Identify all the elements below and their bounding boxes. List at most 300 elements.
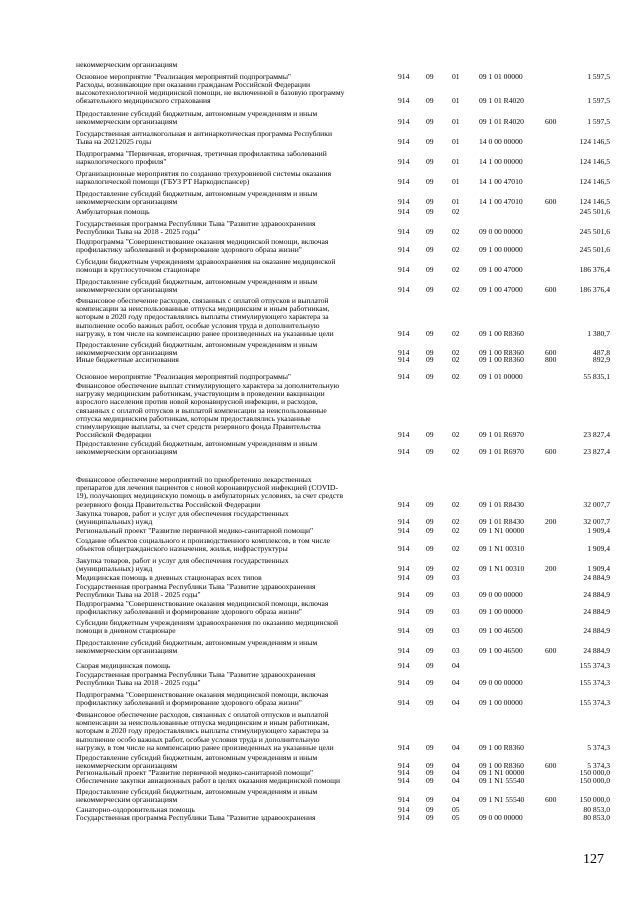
subsection-code: 05: [452, 804, 460, 814]
target-article-code: 09 1 00 00000: [479, 245, 523, 255]
description-line: высокотехнологичной медицинской помощи, не включенной в базовую программу: [76, 88, 345, 98]
target-article-code: 09 0 00 00000: [479, 812, 523, 822]
description-line: которым в 2020 году предоставлялись выплаты стимулирующего характера за: [76, 312, 329, 322]
target-article-code: 09 1 00 R8360: [479, 348, 524, 358]
row-description: [76, 170, 386, 186]
amount: 124 146,5: [579, 157, 610, 167]
grbs-code: 914: [398, 767, 410, 777]
grbs-code: 914: [398, 348, 410, 358]
table-row: [0, 258, 640, 274]
description-line: связанных с оплатой отпусков и выплатой компенсации за неиспользованные: [76, 405, 327, 415]
grbs-code: 914: [398, 572, 410, 582]
description-line: компенсации за неиспользованные отпуска медицинским и иным работникам,: [76, 304, 330, 314]
section-code: 09: [426, 564, 434, 574]
target-article-code: 14 1 00 47010: [479, 177, 523, 187]
description-line: Обеспечение закупки авиационных работ в целях оказания медицинской помощи: [76, 777, 341, 785]
amount: 23 827,4: [583, 430, 610, 440]
table-row: [0, 278, 640, 294]
amount: 55 835,1: [583, 371, 610, 381]
row-description: [76, 619, 386, 635]
target-article-code: 09 1 00 47000: [479, 285, 523, 295]
description-line: компенсации за неиспользованные отпуска медицинским и иным работникам,: [76, 718, 330, 728]
grbs-code: 914: [398, 71, 410, 81]
description-line: нагрузку медицинским работникам, участвующим в проведении вакцинации: [76, 389, 325, 399]
subsection-code: 03: [452, 646, 460, 656]
section-code: 09: [426, 430, 434, 440]
subsection-code: 01: [452, 157, 460, 167]
page-number: 127: [583, 852, 604, 867]
grbs-code: 914: [398, 804, 410, 814]
subsection-code: 02: [452, 265, 460, 275]
row-description: [76, 220, 386, 236]
target-article-code: 09 1 00 R8360: [479, 742, 524, 752]
description-line: Финансовое обеспечение расходов, связанных с оплатой отпусков и выплатой: [76, 711, 329, 719]
amount: 80 853,0: [583, 812, 610, 822]
section-code: 09: [426, 206, 434, 216]
amount: 1 909,4: [587, 544, 610, 554]
description-line: Государственная программа Республики Тыва "Развитие здравоохранения: [76, 671, 316, 679]
subsection-code: 04: [452, 761, 460, 771]
target-article-code: 09 1 N1 00310: [479, 544, 525, 554]
description-line: объектов общегражданского назначения, жилья, инфраструктуры: [76, 544, 288, 554]
description-line: Санаторно-оздоровительная помощь: [76, 806, 195, 814]
section-code: 09: [426, 761, 434, 771]
table-row: [0, 527, 640, 535]
grbs-code: 914: [398, 206, 410, 216]
section-code: 09: [426, 197, 434, 207]
table-row: [0, 130, 640, 146]
row-description: [76, 769, 386, 777]
target-article-code: 09 1 00 47000: [479, 265, 523, 275]
section-code: 09: [426, 348, 434, 358]
description-line: Подпрограмма "Совершенствование оказания медицинской помощи, включая: [76, 600, 329, 608]
description-line: нагрузку, в том числе на компенсацию ранее произведенных на указанные цели: [76, 328, 334, 338]
description-line: профилактику заболеваний и формирование здорового образа жизни": [76, 698, 302, 708]
description-line: Амбулаторная помощь: [76, 208, 150, 216]
row-description: [76, 574, 386, 582]
grbs-code: 914: [398, 245, 410, 255]
row-description: [76, 238, 386, 254]
section-code: 09: [426, 447, 434, 457]
row-description: [76, 73, 386, 81]
subsection-code: 02: [452, 525, 460, 535]
subsection-code: 02: [452, 544, 460, 554]
table-row: [0, 373, 640, 381]
row-description: [76, 341, 386, 357]
expense-type-code: 600: [545, 117, 557, 127]
table-row: [0, 510, 640, 526]
amount: 5 374,3: [587, 742, 610, 752]
table-row: [0, 806, 640, 814]
grbs-code: 914: [398, 564, 410, 574]
row-description: [76, 130, 386, 146]
row-description: [76, 110, 386, 126]
description-line: стимулирующие выплаты, за счет средств резервного фонда Правительства: [76, 422, 321, 432]
amount: 32 007,7: [583, 517, 610, 527]
subsection-code: 02: [452, 206, 460, 216]
section-code: 09: [426, 590, 434, 600]
section-code: 09: [426, 646, 434, 656]
amount: 1 597,5: [587, 96, 610, 106]
table-row: [0, 297, 640, 338]
amount: 186 376,4: [579, 285, 610, 295]
description-line: наркологического профиля": [76, 157, 167, 167]
description-line: Финансовое обеспечение расходов, связанных с оплатой отпусков и выплатой: [76, 297, 329, 305]
target-article-code: 09 1 00 46500: [479, 646, 523, 656]
expense-type-code: 600: [545, 197, 557, 207]
grbs-code: 914: [398, 137, 410, 147]
row-description: [76, 190, 386, 206]
subsection-code: 02: [452, 499, 460, 509]
description-line: Предоставление субсидий бюджетным, автономным учреждениям и иным: [76, 110, 318, 118]
row-description: [76, 61, 386, 69]
subsection-code: 02: [452, 430, 460, 440]
table-row: [0, 208, 640, 216]
amount: 1 597,5: [587, 71, 610, 81]
grbs-code: 914: [398, 517, 410, 527]
description-line: некоммерческим организациям: [76, 348, 178, 358]
subsection-code: 01: [452, 117, 460, 127]
expense-type-code: 600: [545, 646, 557, 656]
amount: 1 597,5: [587, 117, 610, 127]
target-article-code: 09 1 00 R8360: [479, 354, 524, 364]
subsection-code: 02: [452, 328, 460, 338]
expense-type-code: 600: [545, 761, 557, 771]
description-line: Скорая медицинская помощь: [76, 662, 171, 670]
table-row: [0, 190, 640, 206]
description-line: Республики Тыва на 2018 - 2025 годы": [76, 590, 201, 600]
section-code: 09: [426, 245, 434, 255]
subsection-code: 05: [452, 812, 460, 822]
description-line: Финансовое обеспечение выплат стимулирующего характера за дополнительную: [76, 382, 340, 390]
table-row: [0, 691, 640, 707]
description-line: Расходы, возникающие при оказании гражданам Российской Федерации: [76, 81, 311, 89]
section-code: 09: [426, 607, 434, 617]
table-row: [0, 557, 640, 573]
grbs-code: 914: [398, 525, 410, 535]
description-line: Республики Тыва на 2018 - 2025 годы": [76, 227, 201, 237]
description-line: Создание объектов социального и производственного комплексов, в том числе: [76, 537, 330, 545]
subsection-code: 02: [452, 517, 460, 527]
expense-type-code: 600: [545, 348, 557, 358]
row-description: [76, 671, 386, 687]
table-row: [0, 81, 640, 106]
description-line: помощи в круглосуточном стационаре: [76, 265, 201, 275]
description-line: Государственная программа Республики Тыва "Развитие здравоохранения: [76, 220, 316, 228]
table-row: [0, 110, 640, 126]
description-line: некоммерческим организациям: [76, 761, 178, 771]
subsection-code: 03: [452, 626, 460, 636]
target-article-code: 09 1 01 R6970: [479, 430, 524, 440]
section-code: 09: [426, 265, 434, 275]
subsection-code: 04: [452, 795, 460, 805]
amount: 24 884,9: [583, 607, 610, 617]
table-row: [0, 754, 640, 770]
section-code: 09: [426, 572, 434, 582]
table-row: [0, 440, 640, 456]
target-article-code: 09 1 01 R8430: [479, 499, 524, 509]
row-description: [76, 557, 386, 573]
description-line: (муниципальных) нужд: [76, 517, 153, 527]
description-line: которым в 2020 году предоставлялись выплаты стимулирующего характера за: [76, 726, 329, 736]
row-description: [76, 527, 386, 535]
amount: 24 884,9: [583, 646, 610, 656]
description-line: 19), получающих медицинскую помощь в амбулаторных условиях, за счет средств: [76, 491, 344, 501]
grbs-code: 914: [398, 177, 410, 187]
amount: 245 501,6: [579, 206, 610, 216]
amount: 150 000,0: [579, 767, 610, 777]
target-article-code: 09 1 N1 00000: [479, 525, 525, 535]
section-code: 09: [426, 157, 434, 167]
row-description: [76, 297, 386, 338]
table-row: [0, 150, 640, 166]
description-line: Региональный проект "Развитие первичной медико-санитарной помощи": [76, 769, 314, 777]
description-line: резервного фонда Правительства Российской Федерации: [76, 499, 261, 509]
section-code: 09: [426, 775, 434, 785]
amount: 24 884,9: [583, 572, 610, 582]
description-line: Тыва на 20212025 годы: [76, 137, 152, 147]
target-article-code: 09 0 00 00000: [479, 590, 523, 600]
section-code: 09: [426, 678, 434, 688]
target-article-code: 09 1 N1 00310: [479, 564, 525, 574]
description-line: Российской Федерации: [76, 430, 152, 440]
section-code: 09: [426, 328, 434, 338]
row-description: [76, 476, 386, 509]
target-article-code: 09 1 01 00000: [479, 371, 523, 381]
grbs-code: 914: [398, 371, 410, 381]
row-description: [76, 373, 386, 381]
table-row: [0, 537, 640, 553]
grbs-code: 914: [398, 197, 410, 207]
subsection-code: 01: [452, 197, 460, 207]
description-line: Субсидии бюджетным учреждениям здравоохранения на оказание медицинской: [76, 258, 336, 266]
description-line: Финансовое обеспечение мероприятий по приобретению лекарственных: [76, 476, 312, 484]
description-line: Медицинская помощь в дневных стационарах всех типов: [76, 574, 262, 582]
description-line: наркологической помощи (ГБУЗ РТ Наркодиспансер): [76, 177, 250, 187]
amount: 124 146,5: [579, 177, 610, 187]
subsection-code: 03: [452, 572, 460, 582]
grbs-code: 914: [398, 660, 410, 670]
row-description: [76, 258, 386, 274]
row-description: [76, 777, 386, 785]
section-code: 09: [426, 354, 434, 364]
target-article-code: 09 0 00 00000: [479, 227, 523, 237]
description-line: Субсидии бюджетным учреждениям здравоохранения по оказанию медицинской: [76, 619, 339, 627]
section-code: 09: [426, 517, 434, 527]
target-article-code: 14 1 00 00000: [479, 157, 523, 167]
amount: 24 884,9: [583, 590, 610, 600]
description-line: обязательного медицинского страхования: [76, 96, 211, 106]
description-line: Государственная программа Республики Тыва "Развитие здравоохранения: [76, 583, 316, 591]
target-article-code: 09 1 00 46500: [479, 626, 523, 636]
description-line: некоммерческим организациям: [76, 61, 178, 69]
description-line: отпуска медицинским работникам, которым предоставлялись указанные: [76, 413, 311, 423]
description-line: некоммерческим организациям: [76, 117, 178, 127]
section-code: 09: [426, 812, 434, 822]
grbs-code: 914: [398, 117, 410, 127]
table-row: [0, 73, 640, 81]
table-row: [0, 662, 640, 670]
expense-type-code: 800: [545, 354, 557, 364]
description-line: Предоставление субсидий бюджетным, автономным учреждениям и иным: [76, 639, 318, 647]
description-line: некоммерческим организациям: [76, 447, 178, 457]
grbs-code: 914: [398, 354, 410, 364]
description-line: Подпрограмма "Первичная, вторичная, третичная профилактика заболеваний: [76, 150, 327, 158]
description-line: выполнение особо важных работ, особые условия труда и дополнительную: [76, 734, 320, 744]
table-row: [0, 619, 640, 635]
table-row: [0, 600, 640, 616]
subsection-code: 01: [452, 137, 460, 147]
description-line: профилактику заболеваний и формирование здорового образа жизни": [76, 245, 302, 255]
subsection-code: 04: [452, 678, 460, 688]
grbs-code: 914: [398, 775, 410, 785]
row-description: [76, 537, 386, 553]
target-article-code: 09 1 00 00000: [479, 698, 523, 708]
section-code: 09: [426, 804, 434, 814]
grbs-code: 914: [398, 607, 410, 617]
subsection-code: 02: [452, 285, 460, 295]
amount: 1 380,7: [587, 328, 610, 338]
table-row: [0, 341, 640, 357]
description-line: помощи в дневном стационаре: [76, 626, 176, 636]
description-line: Закупка товаров, работ и услуг для обеспечения государственных: [76, 557, 289, 565]
description-line: некоммерческим организациям: [76, 795, 178, 805]
row-description: [76, 356, 386, 364]
section-code: 09: [426, 96, 434, 106]
row-description: [76, 662, 386, 670]
amount: 23 827,4: [583, 447, 610, 457]
target-article-code: 09 1 N1 55540: [479, 795, 525, 805]
row-description: [76, 150, 386, 166]
section-code: 09: [426, 499, 434, 509]
table-row: [0, 711, 640, 752]
section-code: 09: [426, 137, 434, 147]
amount: 1 909,4: [587, 525, 610, 535]
grbs-code: 914: [398, 590, 410, 600]
subsection-code: 02: [452, 564, 460, 574]
grbs-code: 914: [398, 157, 410, 167]
row-description: [76, 806, 386, 814]
target-article-code: 09 1 01 R8430: [479, 517, 524, 527]
section-code: 09: [426, 698, 434, 708]
amount: 124 146,5: [579, 197, 610, 207]
subsection-code: 04: [452, 660, 460, 670]
subsection-code: 02: [452, 227, 460, 237]
amount: 186 376,4: [579, 265, 610, 275]
grbs-code: 914: [398, 698, 410, 708]
section-code: 09: [426, 117, 434, 127]
description-line: некоммерческим организациям: [76, 197, 178, 207]
table-row: [0, 382, 640, 439]
grbs-code: 914: [398, 430, 410, 440]
table-row: [0, 61, 640, 69]
row-description: [76, 278, 386, 294]
grbs-code: 914: [398, 626, 410, 636]
subsection-code: 01: [452, 71, 460, 81]
description-line: Предоставление субсидий бюджетным, автономным учреждениям и иным: [76, 341, 318, 349]
section-code: 09: [426, 71, 434, 81]
target-article-code: 09 1 01 R6970: [479, 447, 524, 457]
table-row: [0, 170, 640, 186]
table-row: [0, 356, 640, 364]
subsection-code: 04: [452, 742, 460, 752]
row-description: [76, 814, 386, 822]
amount: 155 374,3: [579, 660, 610, 670]
subsection-code: 02: [452, 447, 460, 457]
amount: 150 000,0: [579, 775, 610, 785]
amount: 245 501,6: [579, 227, 610, 237]
table-row: [0, 583, 640, 599]
grbs-code: 914: [398, 285, 410, 295]
description-line: Предоставление субсидий бюджетным, автономным учреждениям и иным: [76, 278, 318, 286]
amount: 124 146,5: [579, 137, 610, 147]
description-line: Подпрограмма "Совершенствование оказания медицинской помощи, включая: [76, 238, 329, 246]
description-line: взрослого населения против новой коронавирусной инфекции, и расходов,: [76, 397, 318, 407]
row-description: [76, 639, 386, 655]
section-code: 09: [426, 525, 434, 535]
grbs-code: 914: [398, 646, 410, 656]
row-description: [76, 510, 386, 526]
row-description: [76, 691, 386, 707]
grbs-code: 914: [398, 678, 410, 688]
description-line: препаратов для лечения пациентов с новой коронавирусной инфекцией (COVID-: [76, 483, 338, 493]
description-line: некоммерческим организациям: [76, 646, 178, 656]
description-line: Государственная антиалкогольная и антинаркотическая программа Республики: [76, 130, 333, 138]
amount: 80 853,0: [583, 804, 610, 814]
row-description: [76, 754, 386, 770]
description-line: Иные бюджетные ассигнования: [76, 356, 179, 364]
grbs-code: 914: [398, 761, 410, 771]
row-description: [76, 600, 386, 616]
section-code: 09: [426, 767, 434, 777]
description-line: Предоставление субсидий бюджетным, автономным учреждениям и иным: [76, 190, 318, 198]
grbs-code: 914: [398, 265, 410, 275]
grbs-code: 914: [398, 328, 410, 338]
grbs-code: 914: [398, 795, 410, 805]
section-code: 09: [426, 177, 434, 187]
description-line: Государственная программа Республики Тыва "Развитие здравоохранения: [76, 814, 316, 822]
subsection-code: 04: [452, 698, 460, 708]
grbs-code: 914: [398, 544, 410, 554]
target-article-code: 09 1 01 00000: [479, 71, 523, 81]
table-row: [0, 639, 640, 655]
amount: 1 909,4: [587, 564, 610, 574]
description-line: Предоставление субсидий бюджетным, автономным учреждениям и иным: [76, 440, 318, 448]
expense-type-code: 600: [545, 795, 557, 805]
description-line: Закупка товаров, работ и услуг для обеспечения государственных: [76, 510, 289, 518]
table-row: [0, 574, 640, 582]
grbs-code: 914: [398, 499, 410, 509]
subsection-code: 01: [452, 96, 460, 106]
description-line: Республики Тыва на 2018 - 2025 годы": [76, 678, 201, 688]
amount: 155 374,3: [579, 698, 610, 708]
grbs-code: 914: [398, 447, 410, 457]
expense-type-code: 200: [545, 517, 557, 527]
target-article-code: 14 1 00 47010: [479, 197, 523, 207]
row-description: [76, 711, 386, 752]
description-line: профилактику заболеваний и формирование здорового образа жизни": [76, 607, 302, 617]
target-article-code: 09 1 00 R8360: [479, 761, 524, 771]
grbs-code: 914: [398, 742, 410, 752]
amount: 24 884,9: [583, 626, 610, 636]
section-code: 09: [426, 626, 434, 636]
description-line: (муниципальных) нужд: [76, 564, 153, 574]
description-line: Основное мероприятие "Реализация мероприятий подпрограммы": [76, 373, 292, 381]
expense-type-code: 200: [545, 564, 557, 574]
subsection-code: 02: [452, 371, 460, 381]
table-row: [0, 476, 640, 509]
description-line: Предоставление субсидий бюджетным, автономным учреждениям и иным: [76, 788, 318, 796]
